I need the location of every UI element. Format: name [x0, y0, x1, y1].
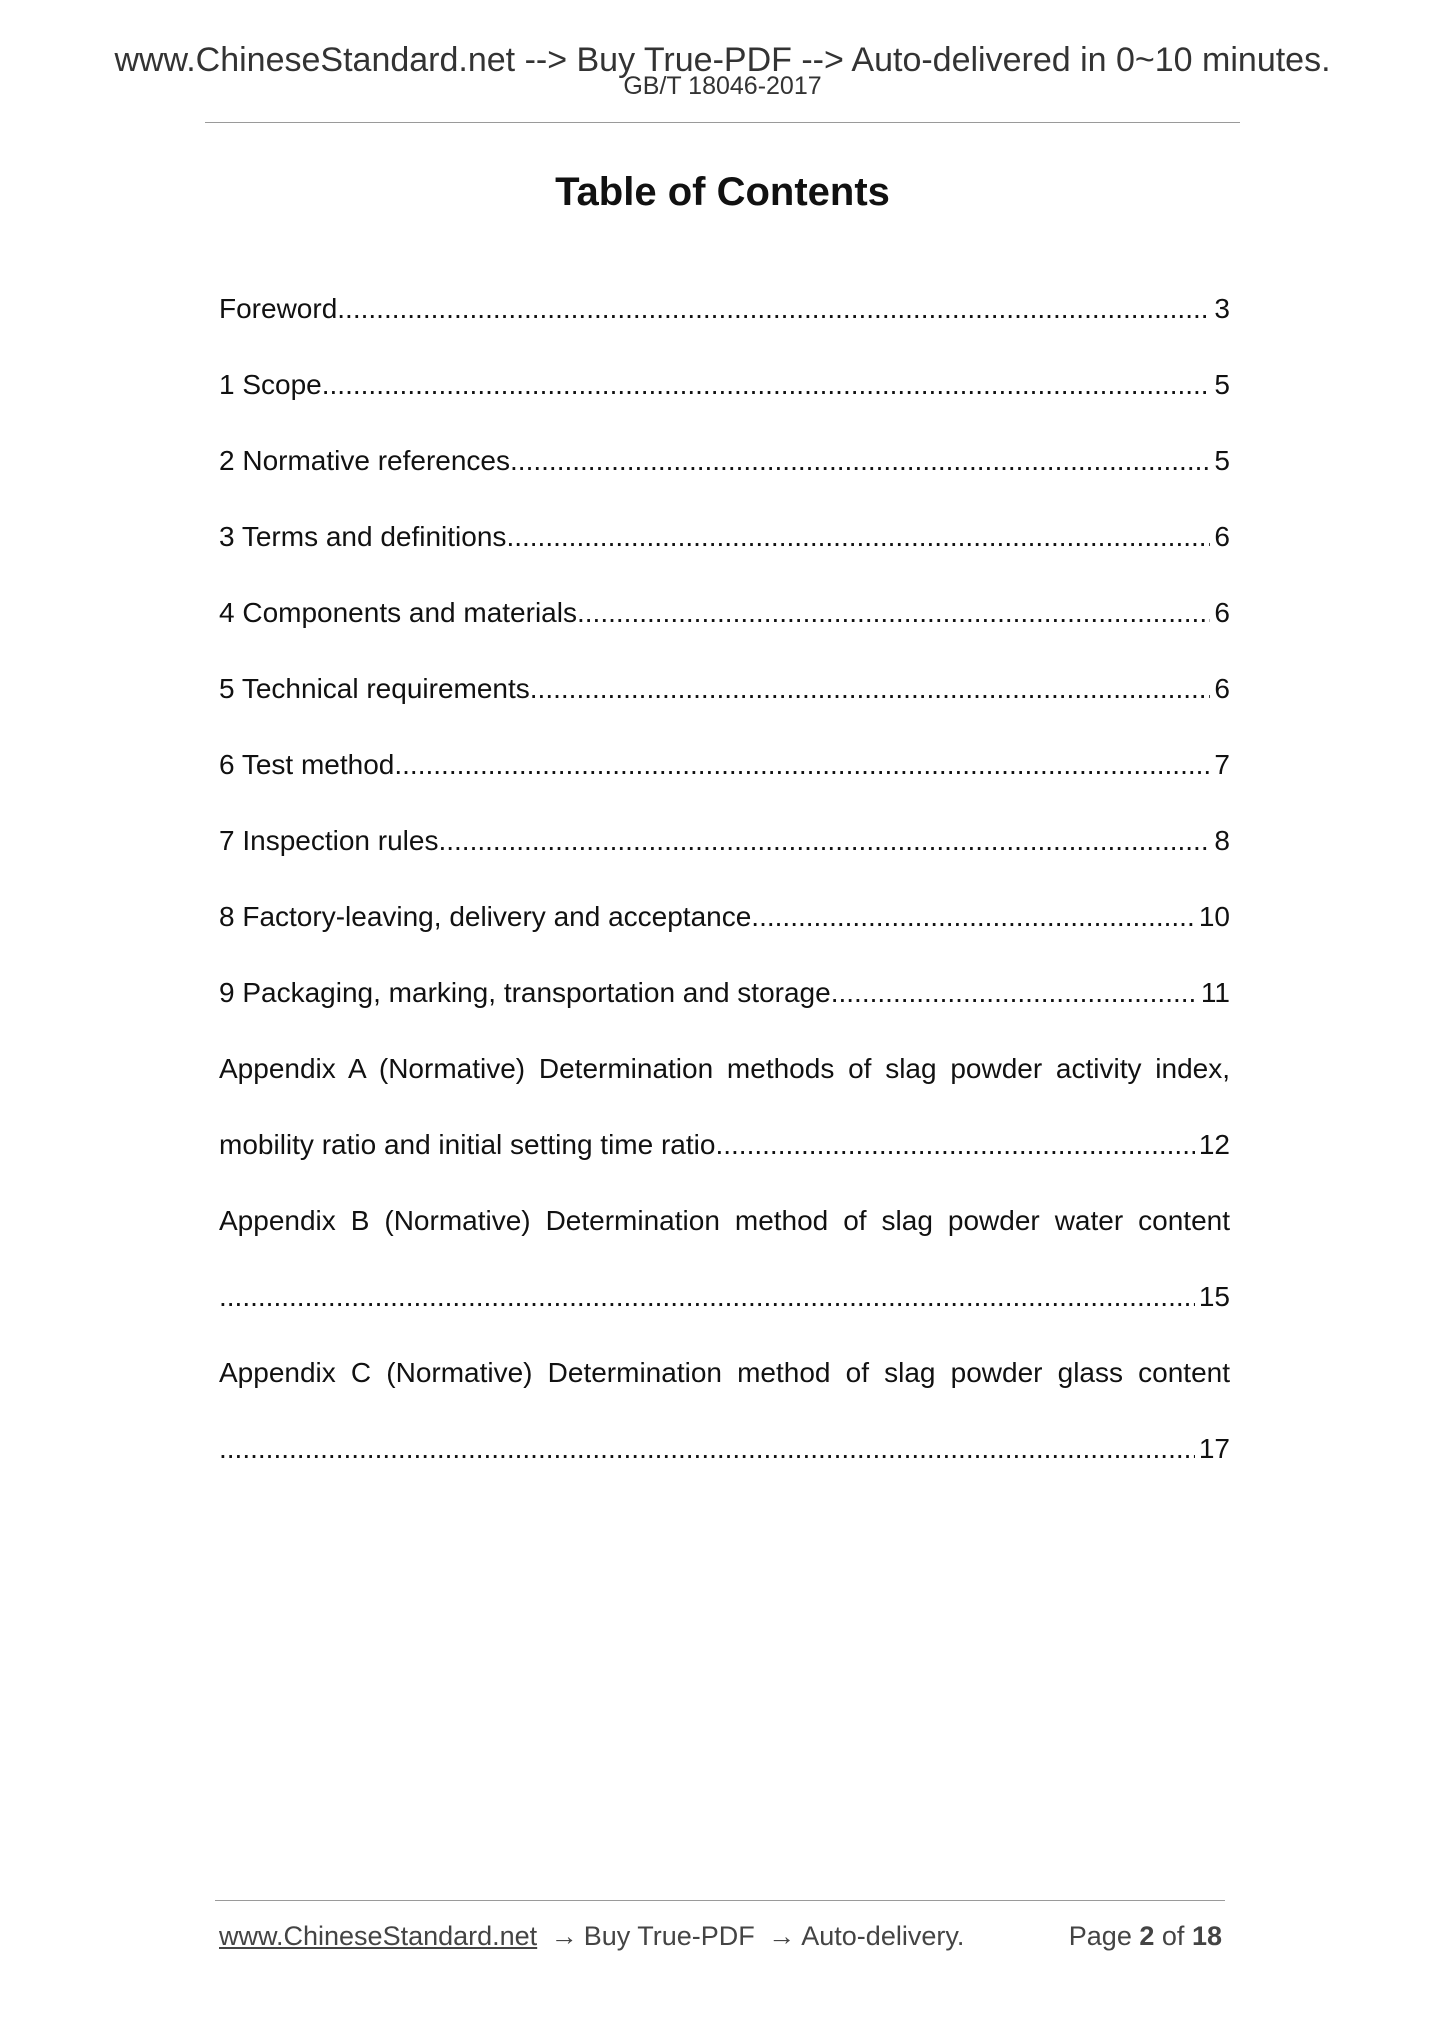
toc-entry-label: 8 Factory-leaving, delivery and acceptance [219, 901, 752, 932]
toc-entry-terms-definitions[interactable] [219, 517, 1230, 557]
footer-buy-text: Buy True-PDF [583, 1921, 755, 1951]
toc-entry-page: 11 [1200, 977, 1230, 1008]
right-arrow-icon: → [550, 1921, 578, 1951]
footer-promo [219, 1918, 964, 1954]
of-word: of [1161, 1921, 1185, 1951]
toc-entry-scope[interactable] [219, 365, 1230, 405]
toc-entry-page: 7 [1214, 749, 1230, 780]
toc-entry-foreword[interactable] [219, 289, 1230, 329]
toc-dot-leader [219, 1429, 1195, 1469]
toc-appendix-b-title[interactable]: Appendix B (Normative) Determination method of slag powder water content [219, 1205, 1230, 1236]
toc-entry-label: 6 Test method [219, 749, 395, 780]
toc-entry-page: 3 [1214, 293, 1230, 324]
page-title: Table of Contents [555, 170, 890, 214]
toc-dot-leader [530, 669, 1211, 709]
toc-entry-label: 7 Inspection rules [219, 825, 439, 856]
toc-dot-leader [510, 441, 1210, 481]
toc-entry-page: 6 [1214, 673, 1230, 704]
toc-appendix-a-title[interactable]: Appendix A (Normative) Determination methods of slag powder activity index, [219, 1053, 1230, 1084]
toc-entry-label: 5 Technical requirements [219, 673, 530, 704]
toc-dot-leader [751, 897, 1195, 937]
toc-dot-leader [394, 745, 1210, 785]
toc-entry-label: mobility ratio and initial setting time ratio [219, 1129, 716, 1160]
document-code: GB/T 18046-2017 [623, 72, 822, 100]
toc-entry-label: 3 Terms and definitions [219, 521, 507, 552]
toc-entry-label: 9 Packaging, marking, transportation and storage [219, 977, 831, 1008]
toc-entry-packaging[interactable] [219, 973, 1230, 1013]
toc-entry-page: 6 [1214, 597, 1230, 628]
toc-dot-leader [715, 1125, 1194, 1165]
toc-entry-technical-requirements[interactable] [219, 669, 1230, 709]
toc-dot-leader [577, 593, 1210, 633]
toc-dot-leader [506, 517, 1210, 557]
toc-dot-leader [219, 1277, 1195, 1317]
toc-entry-appendix-b[interactable] [219, 1277, 1230, 1317]
toc-entry-label: Foreword [219, 293, 338, 324]
toc-entry-test-method[interactable] [219, 745, 1230, 785]
toc-dot-leader [831, 973, 1197, 1013]
toc-entry-label: 1 Scope [219, 369, 322, 400]
header-banner: www.ChineseStandard.net --> Buy True-PDF --> Auto-delivered in 0~10 minutes. [114, 41, 1331, 79]
toc-entry-page: 17 [1198, 1433, 1230, 1464]
footer-divider [215, 1900, 1225, 1901]
toc-entry-page: 5 [1214, 445, 1230, 476]
footer-delivery-text: Auto-delivery. [801, 1921, 965, 1951]
toc-dot-leader [337, 289, 1210, 329]
toc-dot-leader [322, 365, 1211, 405]
toc-entry-inspection-rules[interactable] [219, 821, 1230, 861]
page-number [1069, 1918, 1222, 1954]
toc-entry-page: 10 [1198, 901, 1230, 932]
footer-site-link[interactable]: www.ChineseStandard.net [219, 1921, 538, 1951]
toc-entry-components-materials[interactable] [219, 593, 1230, 633]
toc-entry-label: 2 Normative references [219, 445, 511, 476]
header-divider [205, 122, 1240, 123]
page-footer [219, 1918, 1222, 1954]
toc-entry-factory-leaving[interactable] [219, 897, 1230, 937]
right-arrow-icon: → [768, 1921, 796, 1951]
toc-entry-appendix-c[interactable] [219, 1429, 1230, 1469]
page-current: 2 [1139, 1921, 1155, 1951]
toc-entry-appendix-a[interactable] [219, 1125, 1230, 1165]
toc-entry-page: 15 [1198, 1281, 1230, 1312]
toc-entry-page: 6 [1214, 521, 1230, 552]
toc-entry-page: 12 [1198, 1129, 1230, 1160]
toc-entry-page: 5 [1214, 369, 1230, 400]
toc-dot-leader [438, 821, 1210, 861]
toc-entry-label: 4 Components and materials [219, 597, 577, 628]
toc-entry-normative-references[interactable] [219, 441, 1230, 481]
page-word: Page [1068, 1921, 1132, 1951]
toc-appendix-c-title[interactable]: Appendix C (Normative) Determination method of slag powder glass content [219, 1357, 1230, 1388]
toc-entry-page: 8 [1214, 825, 1230, 856]
page-total: 18 [1191, 1921, 1222, 1951]
